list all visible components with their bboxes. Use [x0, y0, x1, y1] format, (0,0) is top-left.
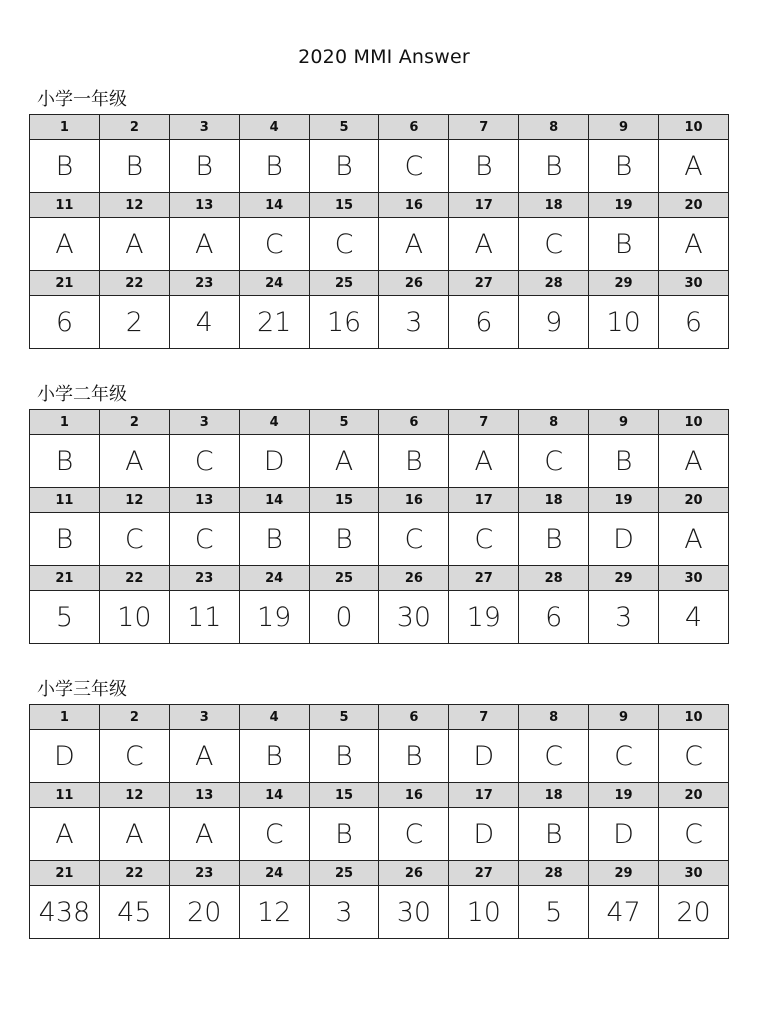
question-number-cell: 13 — [169, 193, 239, 218]
answer-cell: A — [659, 218, 729, 271]
answer-row — [30, 591, 729, 644]
answer-cell: 11 — [169, 591, 239, 644]
question-number-cell: 9 — [589, 410, 659, 435]
page-title: 2020 MMI Answer — [298, 46, 470, 68]
question-number-cell: 21 — [30, 271, 100, 296]
answer-cell: B — [99, 140, 169, 193]
question-number-cell: 1 — [30, 410, 100, 435]
answer-cell: A — [169, 218, 239, 271]
question-number-cell: 21 — [30, 861, 100, 886]
question-number-cell: 8 — [519, 410, 589, 435]
answer-cell: 12 — [239, 886, 309, 939]
answer-cell: 4 — [169, 296, 239, 349]
answer-cell: B — [589, 435, 659, 488]
answer-cell: C — [519, 435, 589, 488]
answer-cell: 438 — [30, 886, 100, 939]
question-number-cell: 8 — [519, 115, 589, 140]
answer-cell: A — [169, 808, 239, 861]
answer-cell: C — [659, 808, 729, 861]
answer-cell: C — [239, 808, 309, 861]
question-number-cell: 28 — [519, 271, 589, 296]
answer-cell: B — [379, 730, 449, 783]
answer-table-grade-2 — [29, 409, 729, 644]
answer-cell: C — [379, 140, 449, 193]
answer-cell: A — [659, 435, 729, 488]
section-label-grade-1: 小学一年级 — [37, 89, 127, 110]
question-number-cell: 18 — [519, 193, 589, 218]
question-number-cell: 17 — [449, 193, 519, 218]
answer-cell: A — [99, 218, 169, 271]
answer-cell: 45 — [99, 886, 169, 939]
question-number-cell: 23 — [169, 566, 239, 591]
question-number-cell: 30 — [659, 271, 729, 296]
question-number-cell: 30 — [659, 861, 729, 886]
question-number-row — [30, 488, 729, 513]
answer-cell: D — [239, 435, 309, 488]
answer-cell: 2 — [99, 296, 169, 349]
answer-cell: B — [30, 140, 100, 193]
question-number-cell: 29 — [589, 271, 659, 296]
question-number-cell: 2 — [99, 115, 169, 140]
answer-row — [30, 808, 729, 861]
question-number-cell: 26 — [379, 566, 449, 591]
answer-cell: D — [449, 730, 519, 783]
question-number-cell: 7 — [449, 705, 519, 730]
question-number-row — [30, 193, 729, 218]
answer-row — [30, 513, 729, 566]
answer-table-grade-1 — [29, 114, 729, 349]
answer-cell: B — [239, 730, 309, 783]
answer-cell: B — [589, 218, 659, 271]
question-number-cell: 1 — [30, 705, 100, 730]
question-number-cell: 27 — [449, 861, 519, 886]
answer-cell: C — [519, 730, 589, 783]
answer-cell: 3 — [309, 886, 379, 939]
question-number-cell: 19 — [589, 488, 659, 513]
answer-cell: B — [30, 435, 100, 488]
answer-cell: A — [449, 435, 519, 488]
question-number-cell: 20 — [659, 488, 729, 513]
question-number-cell: 6 — [379, 115, 449, 140]
question-number-row — [30, 566, 729, 591]
question-number-cell: 25 — [309, 271, 379, 296]
question-number-cell: 28 — [519, 861, 589, 886]
question-number-cell: 15 — [309, 488, 379, 513]
answer-cell: B — [309, 140, 379, 193]
answer-cell: B — [589, 140, 659, 193]
answer-cell: 6 — [519, 591, 589, 644]
answer-cell: B — [519, 808, 589, 861]
answer-cell: D — [449, 808, 519, 861]
answer-cell: 4 — [659, 591, 729, 644]
question-number-cell: 26 — [379, 271, 449, 296]
question-number-cell: 7 — [449, 410, 519, 435]
question-number-cell: 28 — [519, 566, 589, 591]
answer-cell: A — [659, 140, 729, 193]
answer-cell: 6 — [30, 296, 100, 349]
section-label-grade-3: 小学三年级 — [37, 679, 127, 700]
answer-row — [30, 435, 729, 488]
question-number-cell: 20 — [659, 193, 729, 218]
answer-cell: 0 — [309, 591, 379, 644]
answer-cell: 19 — [239, 591, 309, 644]
answer-cell: A — [30, 218, 100, 271]
question-number-cell: 20 — [659, 783, 729, 808]
answer-cell: C — [659, 730, 729, 783]
answer-cell: 10 — [589, 296, 659, 349]
question-number-cell: 17 — [449, 488, 519, 513]
question-number-cell: 14 — [239, 488, 309, 513]
answer-cell: 30 — [379, 886, 449, 939]
answer-cell: B — [239, 513, 309, 566]
answer-cell: 3 — [589, 591, 659, 644]
answer-cell: A — [309, 435, 379, 488]
question-number-row — [30, 115, 729, 140]
question-number-cell: 18 — [519, 488, 589, 513]
question-number-cell: 4 — [239, 705, 309, 730]
answer-cell: C — [519, 218, 589, 271]
question-number-cell: 27 — [449, 566, 519, 591]
answer-cell: B — [239, 140, 309, 193]
question-number-row — [30, 705, 729, 730]
answer-cell: C — [169, 513, 239, 566]
question-number-row — [30, 410, 729, 435]
question-number-cell: 12 — [99, 488, 169, 513]
answer-cell: A — [30, 808, 100, 861]
answer-cell: 6 — [449, 296, 519, 349]
answer-row — [30, 730, 729, 783]
answer-cell: B — [519, 140, 589, 193]
question-number-cell: 18 — [519, 783, 589, 808]
answer-cell: D — [589, 513, 659, 566]
question-number-cell: 27 — [449, 271, 519, 296]
question-number-cell: 19 — [589, 783, 659, 808]
answer-cell: C — [99, 513, 169, 566]
answer-cell: A — [379, 218, 449, 271]
question-number-cell: 5 — [309, 115, 379, 140]
answer-cell: 3 — [379, 296, 449, 349]
question-number-cell: 22 — [99, 271, 169, 296]
question-number-cell: 1 — [30, 115, 100, 140]
question-number-cell: 11 — [30, 783, 100, 808]
answer-cell: C — [379, 513, 449, 566]
question-number-cell: 8 — [519, 705, 589, 730]
question-number-cell: 6 — [379, 705, 449, 730]
question-number-row — [30, 861, 729, 886]
question-number-cell: 11 — [30, 193, 100, 218]
question-number-cell: 4 — [239, 410, 309, 435]
answer-cell: B — [30, 513, 100, 566]
answer-cell: 9 — [519, 296, 589, 349]
question-number-cell: 17 — [449, 783, 519, 808]
answer-cell: D — [30, 730, 100, 783]
question-number-cell: 3 — [169, 705, 239, 730]
answer-cell: A — [449, 218, 519, 271]
answer-cell: B — [169, 140, 239, 193]
question-number-cell: 5 — [309, 410, 379, 435]
question-number-cell: 10 — [659, 115, 729, 140]
question-number-cell: 13 — [169, 488, 239, 513]
answer-cell: B — [379, 435, 449, 488]
question-number-cell: 11 — [30, 488, 100, 513]
question-number-cell: 16 — [379, 783, 449, 808]
answer-cell: 10 — [449, 886, 519, 939]
question-number-cell: 12 — [99, 193, 169, 218]
answer-cell: 21 — [239, 296, 309, 349]
answer-cell: C — [309, 218, 379, 271]
question-number-cell: 26 — [379, 861, 449, 886]
question-number-cell: 24 — [239, 271, 309, 296]
question-number-cell: 25 — [309, 861, 379, 886]
question-number-cell: 13 — [169, 783, 239, 808]
answer-cell: 5 — [519, 886, 589, 939]
question-number-cell: 3 — [169, 115, 239, 140]
answer-cell: A — [169, 730, 239, 783]
question-number-cell: 7 — [449, 115, 519, 140]
question-number-cell: 25 — [309, 566, 379, 591]
question-number-cell: 24 — [239, 566, 309, 591]
answer-cell: 47 — [589, 886, 659, 939]
question-number-row — [30, 783, 729, 808]
answer-cell: B — [309, 513, 379, 566]
answer-cell: D — [589, 808, 659, 861]
question-number-cell: 23 — [169, 861, 239, 886]
answer-cell: B — [519, 513, 589, 566]
answer-cell: C — [379, 808, 449, 861]
answer-cell: B — [309, 808, 379, 861]
question-number-cell: 14 — [239, 783, 309, 808]
question-number-cell: 16 — [379, 488, 449, 513]
answer-cell: C — [239, 218, 309, 271]
question-number-row — [30, 271, 729, 296]
question-number-cell: 9 — [589, 115, 659, 140]
question-number-cell: 9 — [589, 705, 659, 730]
question-number-cell: 30 — [659, 566, 729, 591]
question-number-cell: 5 — [309, 705, 379, 730]
question-number-cell: 6 — [379, 410, 449, 435]
answer-row — [30, 218, 729, 271]
question-number-cell: 2 — [99, 705, 169, 730]
answer-cell: 20 — [169, 886, 239, 939]
question-number-cell: 10 — [659, 705, 729, 730]
answer-cell: 30 — [379, 591, 449, 644]
answer-cell: C — [99, 730, 169, 783]
section-label-grade-2: 小学二年级 — [37, 384, 127, 405]
answer-cell: 20 — [659, 886, 729, 939]
answer-table-grade-3 — [29, 704, 729, 939]
answer-cell: B — [309, 730, 379, 783]
answer-cell: 10 — [99, 591, 169, 644]
answer-cell: A — [99, 808, 169, 861]
answer-cell: C — [169, 435, 239, 488]
question-number-cell: 10 — [659, 410, 729, 435]
question-number-cell: 4 — [239, 115, 309, 140]
answer-cell: 6 — [659, 296, 729, 349]
question-number-cell: 3 — [169, 410, 239, 435]
answer-cell: B — [449, 140, 519, 193]
question-number-cell: 19 — [589, 193, 659, 218]
question-number-cell: 24 — [239, 861, 309, 886]
question-number-cell: 16 — [379, 193, 449, 218]
question-number-cell: 21 — [30, 566, 100, 591]
question-number-cell: 12 — [99, 783, 169, 808]
answer-row — [30, 140, 729, 193]
answer-cell: A — [659, 513, 729, 566]
question-number-cell: 29 — [589, 861, 659, 886]
answer-row — [30, 886, 729, 939]
question-number-cell: 22 — [99, 861, 169, 886]
answer-cell: C — [589, 730, 659, 783]
question-number-cell: 15 — [309, 783, 379, 808]
question-number-cell: 23 — [169, 271, 239, 296]
answer-cell: 16 — [309, 296, 379, 349]
question-number-cell: 14 — [239, 193, 309, 218]
answer-cell: 5 — [30, 591, 100, 644]
question-number-cell: 29 — [589, 566, 659, 591]
answer-row — [30, 296, 729, 349]
answer-cell: C — [449, 513, 519, 566]
question-number-cell: 2 — [99, 410, 169, 435]
question-number-cell: 15 — [309, 193, 379, 218]
answer-cell: A — [99, 435, 169, 488]
question-number-cell: 22 — [99, 566, 169, 591]
answer-cell: 19 — [449, 591, 519, 644]
